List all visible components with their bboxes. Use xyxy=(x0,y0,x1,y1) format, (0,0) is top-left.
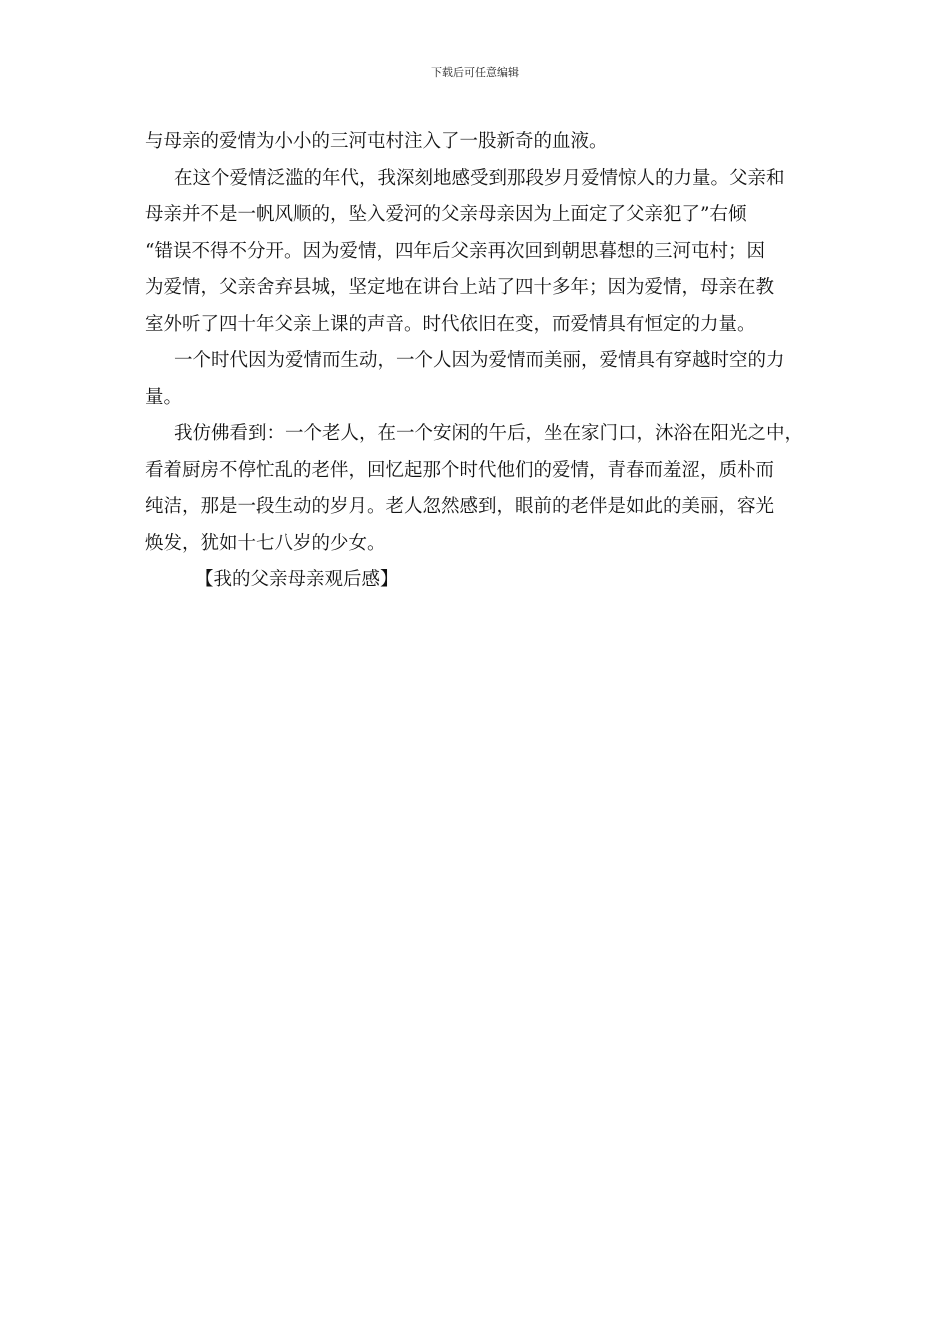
page-header: 下载后可任意编辑 xyxy=(431,66,519,79)
text-line: 焕发，犹如十七八岁的少女。 xyxy=(145,532,386,554)
text-line: “错误不得不分开。因为爱情，四年后父亲再次回到朝思暮想的三河屯村；因 xyxy=(145,240,765,262)
text-line: 看着厨房不停忙乱的老伴，回忆起那个时代他们的爱情，青春而羞涩，质朴而 xyxy=(145,459,775,481)
text-line: 与母亲的爱情为小小的三河屯村注入了一股新奇的血液。 xyxy=(145,131,608,152)
text-line: 为爱情，父亲舍弃县城，坚定地在讲台上站了四十多年；因为爱情，母亲在教 xyxy=(145,277,775,298)
text-line: 量。 xyxy=(145,386,183,408)
text-line: 一个时代因为爱情而生动，一个人因为爱情而美丽，爱情具有穿越时空的力 xyxy=(174,350,785,371)
text-line: 我仿佛看到：一个老人，在一个安闲的午后，坐在家门口，沐浴在阳光之中， xyxy=(174,423,804,444)
closing-title: 【我的父亲母亲观后感】 xyxy=(195,569,399,590)
text-line: 室外听了四十年父亲上课的声音。时代依旧在变，而爱情具有恒定的力量。 xyxy=(145,313,756,335)
text-line: 母亲并不是一帆风顺的，坠入爱河的父亲母亲因为上面定了父亲犯了”右倾 xyxy=(145,204,747,225)
document-body xyxy=(145,124,810,599)
text-line: 在这个爱情泛滥的年代，我深刻地感受到那段岁月爱情惊人的力量。父亲和 xyxy=(174,167,785,189)
text-line: 纯洁，那是一段生动的岁月。老人忽然感到，眼前的老伴是如此的美丽，容光 xyxy=(145,496,775,517)
